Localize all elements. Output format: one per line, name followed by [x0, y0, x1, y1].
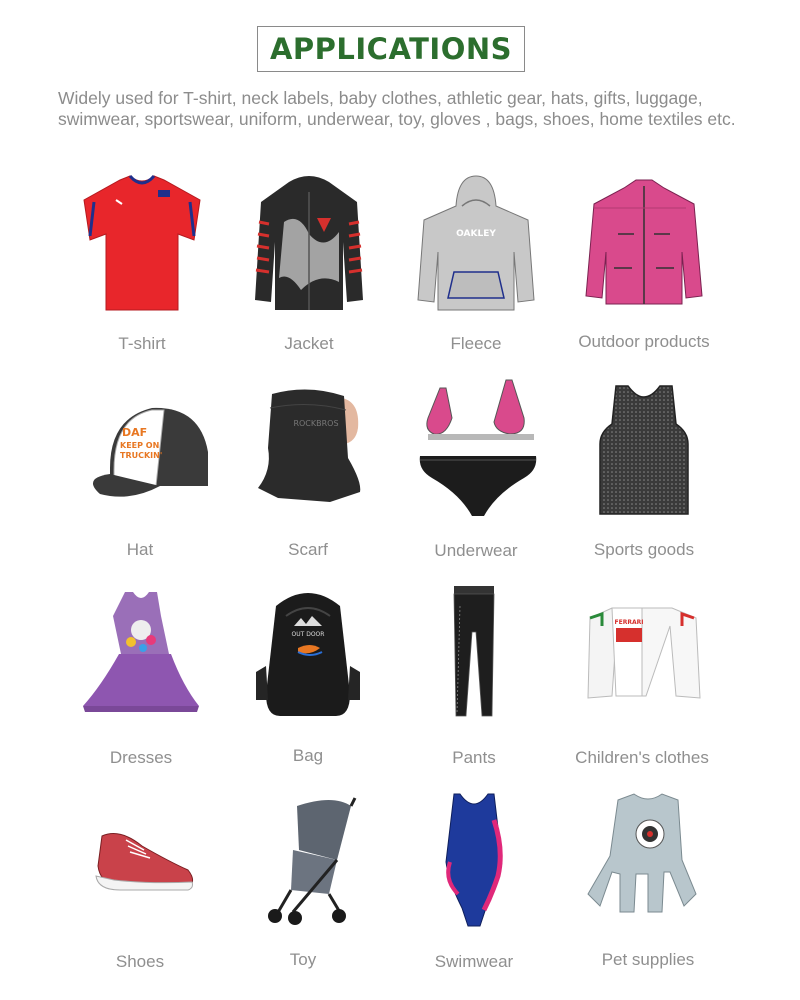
product-label: Swimwear	[434, 952, 514, 971]
product-tile-underwear	[391, 378, 561, 578]
title-box	[257, 26, 525, 72]
product-label: Shoes	[115, 952, 165, 971]
hat-print-line-2: KEEP ON	[120, 441, 160, 450]
product-tile-pants	[389, 586, 559, 786]
product-tile-pet	[563, 790, 733, 990]
product-tile-sports	[559, 378, 729, 578]
product-label: Underwear	[434, 541, 518, 560]
product-label: Dresses	[109, 748, 173, 767]
product-tile-jacket	[224, 172, 394, 372]
outdoor-jacket-icon	[574, 172, 714, 322]
product-label: Children's clothes	[575, 748, 709, 767]
product-tile-tshirt	[57, 172, 227, 372]
stroller-icon	[233, 790, 373, 940]
product-tile-swimwear	[389, 790, 559, 990]
product-tile-shoes	[55, 790, 225, 990]
backpack-icon	[238, 586, 378, 736]
product-tile-bag	[223, 586, 393, 786]
product-label: Fleece	[450, 334, 502, 353]
product-label: Jacket	[284, 334, 334, 353]
product-label: Bag	[292, 746, 324, 765]
product-label: Outdoor products	[578, 332, 710, 351]
product-label: Sports goods	[593, 540, 695, 559]
product-label: T-shirt	[118, 334, 166, 353]
tshirt-icon	[72, 172, 212, 322]
cap-icon	[70, 378, 210, 528]
jacket-icon	[239, 172, 379, 322]
product-label: Pet supplies	[601, 950, 695, 969]
swimsuit-icon	[404, 790, 544, 940]
product-tile-dresses	[56, 586, 226, 786]
product-label: Toy	[289, 950, 317, 969]
neck-gaiter-icon	[238, 378, 378, 528]
hat-print-line-1: DAF	[122, 426, 148, 439]
hat-print-line-3: TRUCKIN'	[120, 451, 163, 460]
product-tile-scarf	[223, 378, 393, 578]
product-tile-outdoor	[559, 172, 729, 372]
product-tile-hat	[55, 378, 225, 578]
scarf-print-text: ROCKBROS	[293, 419, 339, 428]
underwear-icon	[406, 378, 546, 528]
product-label: Scarf	[288, 540, 328, 559]
shoe-icon	[70, 790, 210, 940]
product-label: Hat	[126, 540, 154, 559]
pet-clothes-icon	[578, 790, 718, 940]
page-title: APPLICATIONS	[269, 32, 513, 66]
product-label: Pants	[452, 748, 496, 767]
kids-print-text: FERRARI	[614, 619, 644, 626]
tank-top-icon	[574, 378, 714, 528]
hoodie-icon	[406, 172, 546, 322]
product-tile-childrens	[557, 586, 727, 786]
bag-print-text: OUT DOOR	[291, 631, 325, 638]
dress-icon	[71, 586, 211, 736]
pants-icon	[404, 586, 544, 736]
product-tile-toy	[218, 790, 388, 990]
page-description: Widely used for T-shirt, neck labels, baby clothes, athletic gear, hats, gifts, luggage, swimwear, sportswear, uniform, underwear, toy, gloves , bags, shoes, home textiles etc.	[58, 88, 736, 129]
fleece-logo-text: OAKLEY	[456, 229, 496, 239]
romper-icon	[572, 586, 712, 736]
product-tile-fleece	[391, 172, 561, 372]
